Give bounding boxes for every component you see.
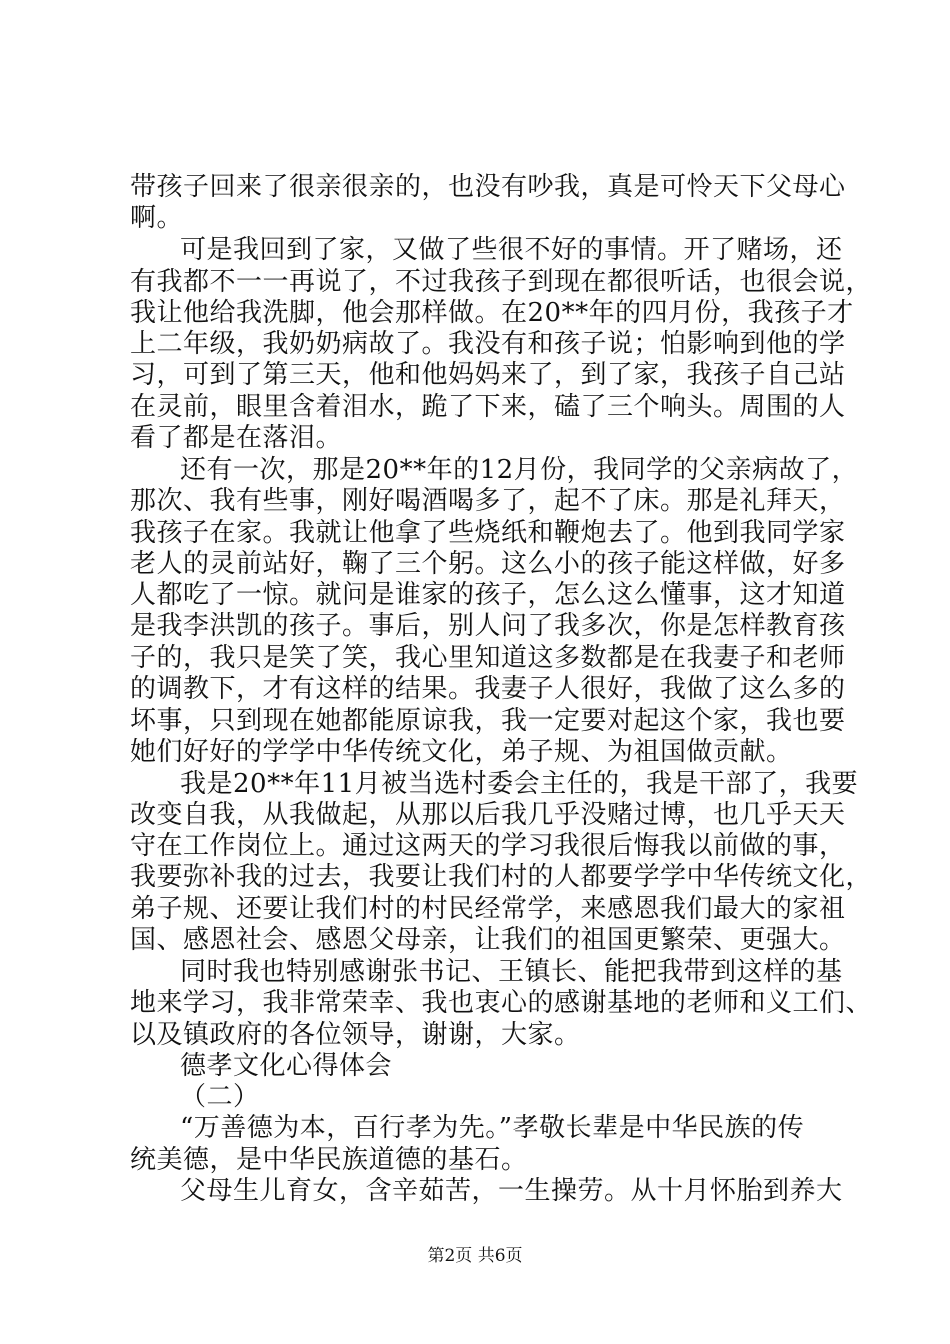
- text-line: 同时我也特别感谢张书记、王镇长、能把我带到这样的基: [180, 957, 843, 987]
- text-line: 我让他给我洗脚，他会那样做。在20**年的四月份，我孩子才: [130, 298, 854, 328]
- text-line: （二）: [180, 1082, 260, 1112]
- text-line: 弟子规、还要让我们村的村民经常学，来感恩我们最大的家祖: [130, 894, 846, 924]
- text-line: 在灵前，眼里含着泪水，跪了下来，磕了三个响头。周围的人: [130, 392, 846, 422]
- text-line: 父母生儿育女，含辛茹苦，一生操劳。从十月怀胎到养大: [180, 1176, 843, 1206]
- text-line: 德孝文化心得体会: [180, 1051, 393, 1081]
- text-line: 的调教下，才有这样的结果。我妻子人很好，我做了这么多的: [130, 674, 846, 704]
- text-line: 坏事，只到现在她都能原谅我，我一定要对起这个家，我也要: [130, 706, 846, 736]
- text-line: 习，可到了第三天，他和他妈妈来了，到了家，我孩子自己站: [130, 360, 846, 390]
- text-line: 那次、我有些事，刚好喝酒喝多了，起不了床。那是礼拜天，: [130, 486, 846, 516]
- text-line: “万善德为本，百行孝为先。”孝敬长辈是中华民族的传: [180, 1113, 805, 1143]
- text-line: 改变自我，从我做起，从那以后我几乎没赌过博，也几乎天天: [130, 800, 846, 830]
- text-line: 看了都是在落泪。: [130, 423, 343, 453]
- text-line: 守在工作岗位上。通过这两天的学习我很后悔我以前做的事，: [130, 831, 846, 861]
- text-line: 她们好好的学学中华传统文化，弟子规、为祖国做贡献。: [130, 737, 793, 767]
- text-line: 老人的灵前站好，鞠了三个躬。这么小的孩子能这样做，好多: [130, 549, 846, 579]
- text-line: 有我都不一一再说了，不过我孩子到现在都很听话，也很会说，: [130, 267, 873, 297]
- text-line: 还有一次，那是20**年的12月份，我同学的父亲病故了，: [180, 455, 859, 485]
- text-line: 国、感恩社会、感恩父母亲，让我们的祖国更繁荣、更强大。: [130, 925, 846, 955]
- page-footer: 第2页 共6页: [427, 1246, 523, 1266]
- text-line: 以及镇政府的各位领导，谢谢，大家。: [130, 1020, 581, 1050]
- text-line: 地来学习，我非常荣幸、我也衷心的感谢基地的老师和义工们、: [130, 988, 873, 1018]
- text-line: 我孩子在家。我就让他拿了些烧纸和鞭炮去了。他到我同学家: [130, 518, 846, 548]
- text-line: 带孩子回来了很亲很亲的，也没有吵我，真是可怜天下父母心: [130, 172, 846, 202]
- text-line: 统美德，是中华民族道德的基石。: [130, 1145, 528, 1175]
- text-line: 我要弥补我的过去，我要让我们村的人都要学学中华传统文化，: [130, 862, 873, 892]
- text-line: 是我李洪凯的孩子。事后，别人问了我多次，你是怎样教育孩: [130, 611, 846, 641]
- text-line: 上二年级，我奶奶病故了。我没有和孩子说；怕影响到他的学: [130, 329, 846, 359]
- text-line: 啊。: [130, 203, 184, 233]
- text-line: 人都吃了一惊。就问是谁家的孩子，怎么这么懂事，这才知道: [130, 580, 846, 610]
- text-line: 我是20**年11月被当选村委会主任的，我是干部了，我要: [180, 769, 859, 799]
- text-line: 可是我回到了家，又做了些很不好的事情。开了赌场，还: [180, 235, 843, 265]
- text-line: 子的，我只是笑了笑，我心里知道这多数都是在我妻子和老师: [130, 643, 846, 673]
